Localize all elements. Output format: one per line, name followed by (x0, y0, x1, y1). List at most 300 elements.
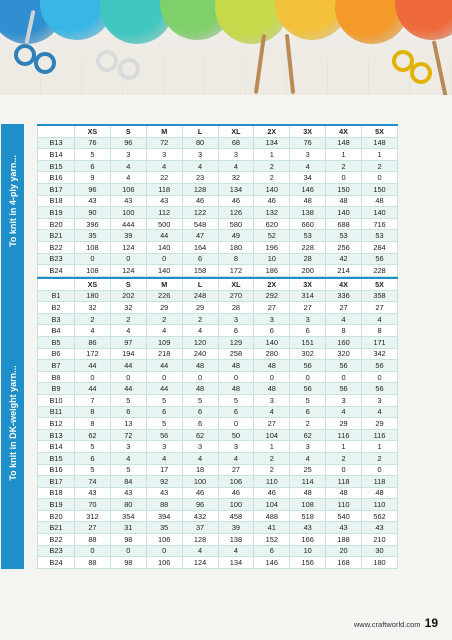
yarn-ball (395, 0, 452, 40)
table-cell: 88 (75, 534, 111, 546)
table-cell: 202 (110, 290, 146, 302)
table-cell: 100 (218, 499, 254, 511)
table-cell: 48 (218, 360, 254, 372)
table-cell: 124 (182, 557, 218, 569)
row-label: B2 (38, 302, 75, 314)
row-label: B18 (38, 195, 75, 207)
table-cell: 53 (362, 230, 398, 242)
table-row (38, 418, 398, 430)
size-header: XL (218, 278, 254, 290)
table-cell: 5 (75, 441, 111, 453)
table-cell: 0 (110, 545, 146, 557)
table-cell: 25 (290, 464, 326, 476)
table-cell: 0 (218, 418, 254, 430)
row-label: B14 (38, 149, 75, 161)
table-cell: 62 (290, 429, 326, 441)
table-cell: 106 (110, 183, 146, 195)
table-cell: 5 (182, 394, 218, 406)
table-cell: 3 (290, 149, 326, 161)
table-cell: 10 (290, 545, 326, 557)
table-cell: 152 (254, 534, 290, 546)
table-cell: 44 (75, 383, 111, 395)
table-cell: 2 (254, 464, 290, 476)
table-cell: 6 (254, 325, 290, 337)
table-cell: 500 (146, 218, 182, 230)
table-cell: 32 (75, 302, 111, 314)
table-cell: 4 (182, 325, 218, 337)
table-cell: 56 (362, 360, 398, 372)
table-cell: 118 (146, 183, 182, 195)
table-cell: 4 (146, 325, 182, 337)
table-cell: 44 (110, 360, 146, 372)
table-cell: 42 (326, 253, 362, 265)
table-cell: 160 (326, 336, 362, 348)
table-cell: 4 (110, 452, 146, 464)
table-cell: 4 (182, 545, 218, 557)
table-cell: 29 (362, 418, 398, 430)
table-cell: 22 (146, 172, 182, 184)
table-cell: 34 (290, 172, 326, 184)
table-cell: 4 (218, 545, 254, 557)
table-cell: 548 (182, 218, 218, 230)
table-cell: 186 (254, 265, 290, 277)
table-cell: 46 (254, 195, 290, 207)
table-cell: 146 (290, 183, 326, 195)
row-label: B9 (38, 383, 75, 395)
table-cell: 76 (75, 137, 111, 149)
table-row (38, 394, 398, 406)
size-header: M (146, 125, 182, 137)
table-cell: 6 (75, 160, 111, 172)
table-title-bar (1, 277, 24, 569)
table-cell: 0 (254, 371, 290, 383)
table-cell: 156 (290, 557, 326, 569)
table-cell: 80 (182, 137, 218, 149)
table-cell: 37 (182, 522, 218, 534)
table-cell: 80 (110, 499, 146, 511)
table-cell: 3 (218, 149, 254, 161)
table-dk-block (7, 277, 398, 569)
table-cell: 48 (182, 360, 218, 372)
table-cell: 4 (110, 160, 146, 172)
table-cell: 4 (218, 160, 254, 172)
table-cell: 172 (75, 348, 111, 360)
table-cell: 6 (218, 406, 254, 418)
table-cell: 116 (362, 429, 398, 441)
table-cell: 53 (326, 230, 362, 242)
table-cell: 48 (254, 383, 290, 395)
table-cell: 2 (326, 160, 362, 172)
table-cell: 3 (254, 313, 290, 325)
table-cell: 118 (326, 476, 362, 488)
row-label: B22 (38, 241, 75, 253)
table-cell: 1 (326, 441, 362, 453)
table-cell: 280 (254, 348, 290, 360)
table-cell: 228 (290, 241, 326, 253)
table-cell: 106 (218, 476, 254, 488)
row-label: B21 (38, 230, 75, 242)
row-label: B11 (38, 406, 75, 418)
table-cell: 358 (362, 290, 398, 302)
table-cell: 56 (326, 360, 362, 372)
size-header: 3X (290, 125, 326, 137)
wood-background (0, 60, 452, 95)
table-cell: 128 (182, 534, 218, 546)
table-cell: 76 (290, 137, 326, 149)
table-cell: 48 (362, 487, 398, 499)
table-cell: 46 (182, 487, 218, 499)
table-cell: 48 (326, 487, 362, 499)
table-cell: 228 (362, 265, 398, 277)
table-cell: 140 (326, 207, 362, 219)
table-cell: 3 (218, 441, 254, 453)
table-cell: 5 (110, 464, 146, 476)
table-cell: 129 (218, 336, 254, 348)
table-cell: 2 (254, 172, 290, 184)
table-cell: 72 (146, 137, 182, 149)
row-label: B24 (38, 265, 75, 277)
size-header: XL (218, 125, 254, 137)
table-cell: 226 (146, 290, 182, 302)
table-cell: 562 (362, 510, 398, 522)
size-header: XS (75, 125, 111, 137)
table-cell: 43 (110, 487, 146, 499)
table-cell: 1 (362, 149, 398, 161)
table-cell: 8 (75, 406, 111, 418)
table-cell: 48 (290, 195, 326, 207)
size-header: XS (75, 278, 111, 290)
table-cell: 32 (110, 302, 146, 314)
table-cell: 74 (75, 476, 111, 488)
table-cell: 110 (362, 499, 398, 511)
table-title-bar (1, 124, 24, 277)
table-cell: 46 (218, 195, 254, 207)
table-cell: 2 (254, 452, 290, 464)
table-cell: 84 (110, 476, 146, 488)
table-cell: 4 (290, 160, 326, 172)
table-cell: 56 (290, 360, 326, 372)
table-cell: 27 (290, 302, 326, 314)
table-cell: 48 (182, 383, 218, 395)
table-cell: 4 (75, 325, 111, 337)
table-cell: 3 (182, 441, 218, 453)
table-row (38, 218, 398, 230)
table-cell: 0 (218, 371, 254, 383)
table-cell: 44 (146, 230, 182, 242)
table-cell: 44 (146, 383, 182, 395)
table-cell: 354 (110, 510, 146, 522)
table-cell: 240 (182, 348, 218, 360)
table-cell: 3 (218, 313, 254, 325)
table-cell: 109 (146, 336, 182, 348)
table-cell: 126 (218, 207, 254, 219)
table-cell: 118 (362, 476, 398, 488)
table-cell: 140 (362, 207, 398, 219)
table-cell: 41 (254, 522, 290, 534)
row-label: B13 (38, 137, 75, 149)
table-cell: 48 (218, 383, 254, 395)
table-cell: 7 (75, 394, 111, 406)
table-cell: 43 (290, 522, 326, 534)
page-number: 19 (424, 616, 438, 630)
table-row (38, 325, 398, 337)
table-cell: 188 (326, 534, 362, 546)
table-cell: 0 (326, 172, 362, 184)
table-4ply-block (7, 124, 398, 277)
table-cell: 256 (326, 241, 362, 253)
table-cell: 29 (182, 302, 218, 314)
table-cell: 2 (182, 313, 218, 325)
table-cell: 218 (146, 348, 182, 360)
table-cell: 6 (290, 406, 326, 418)
table-cell: 2 (254, 160, 290, 172)
size-header: 5X (362, 278, 398, 290)
table-cell: 3 (326, 394, 362, 406)
row-label: B4 (38, 325, 75, 337)
table-cell: 62 (182, 429, 218, 441)
scissors-grey-handle (96, 50, 118, 72)
table-cell: 0 (146, 253, 182, 265)
table-cell: 88 (75, 557, 111, 569)
table-cell: 35 (146, 522, 182, 534)
table-row (38, 441, 398, 453)
table-cell: 2 (362, 160, 398, 172)
table-cell: 6 (254, 545, 290, 557)
table-cell: 9 (75, 172, 111, 184)
table-cell: 43 (146, 487, 182, 499)
table-cell: 8 (326, 325, 362, 337)
table-cell: 43 (110, 195, 146, 207)
table-cell: 302 (290, 348, 326, 360)
table-row (38, 452, 398, 464)
table-row (38, 195, 398, 207)
table-cell: 124 (110, 265, 146, 277)
table-cell: 70 (75, 499, 111, 511)
table-cell: 2 (146, 313, 182, 325)
table-cell: 120 (182, 336, 218, 348)
website-link[interactable]: www.craftworld.com (353, 620, 421, 629)
row-label: B14 (38, 441, 75, 453)
table-cell: 270 (218, 290, 254, 302)
table-cell: 0 (146, 545, 182, 557)
table-cell: 164 (182, 241, 218, 253)
table-cell: 4 (182, 160, 218, 172)
table-cell: 17 (146, 464, 182, 476)
size-header: S (110, 125, 146, 137)
table-cell: 0 (326, 464, 362, 476)
table-cell: 336 (326, 290, 362, 302)
header-row (38, 125, 398, 137)
table-cell: 100 (182, 476, 218, 488)
table-cell: 46 (218, 487, 254, 499)
table-cell: 146 (254, 557, 290, 569)
table-cell: 27 (362, 302, 398, 314)
row-label: B15 (38, 452, 75, 464)
table-title: To knit in DK-weight yarn... (7, 365, 18, 481)
table-row (38, 230, 398, 242)
table-cell: 4 (362, 406, 398, 418)
row-label: B23 (38, 253, 75, 265)
table-cell: 4 (110, 172, 146, 184)
table-cell: 158 (182, 265, 218, 277)
table-cell: 166 (290, 534, 326, 546)
table-cell: 140 (146, 265, 182, 277)
table-cell: 580 (218, 218, 254, 230)
scissors-handle-left (14, 44, 36, 66)
table-row (38, 149, 398, 161)
table-cell: 43 (362, 522, 398, 534)
table-cell: 134 (254, 137, 290, 149)
row-label: B12 (38, 418, 75, 430)
table-cell: 2 (75, 313, 111, 325)
table-row (38, 348, 398, 360)
table-cell: 0 (362, 371, 398, 383)
table-cell: 90 (75, 207, 111, 219)
table-cell: 20 (326, 545, 362, 557)
table-cell: 62 (75, 429, 111, 441)
table-cell: 5 (75, 464, 111, 476)
table-cell: 56 (290, 383, 326, 395)
table-cell: 518 (290, 510, 326, 522)
table-cell: 3 (146, 149, 182, 161)
table-cell: 688 (326, 218, 362, 230)
row-label: B20 (38, 218, 75, 230)
table-cell: 28 (290, 253, 326, 265)
size-header: 4X (326, 278, 362, 290)
table-cell: 6 (290, 325, 326, 337)
size-header: L (182, 278, 218, 290)
table-cell: 43 (75, 487, 111, 499)
table-row (38, 487, 398, 499)
table-row (38, 534, 398, 546)
table-row (38, 383, 398, 395)
header-row (38, 278, 398, 290)
table-cell: 27 (254, 418, 290, 430)
table-row (38, 499, 398, 511)
table-cell: 138 (218, 534, 254, 546)
table-row (38, 406, 398, 418)
scissors-yellow-handle-2 (410, 62, 432, 84)
table-cell: 1 (254, 149, 290, 161)
table-row (38, 545, 398, 557)
size-header: 2X (254, 125, 290, 137)
table-cell: 56 (362, 253, 398, 265)
table-row (38, 253, 398, 265)
header-corner (38, 278, 75, 290)
table-cell: 3 (110, 441, 146, 453)
table-cell: 48 (254, 360, 290, 372)
table-cell: 148 (326, 137, 362, 149)
table-cell: 172 (218, 265, 254, 277)
row-label: B21 (38, 522, 75, 534)
row-label: B13 (38, 429, 75, 441)
table-cell: 27 (326, 302, 362, 314)
table-cell: 4 (254, 406, 290, 418)
table-cell: 3 (290, 441, 326, 453)
table-cell: 10 (254, 253, 290, 265)
table-cell: 44 (75, 360, 111, 372)
table-cell: 540 (326, 510, 362, 522)
table-cell: 180 (218, 241, 254, 253)
table-cell: 29 (326, 418, 362, 430)
table-cell: 1 (362, 441, 398, 453)
table-cell: 8 (218, 253, 254, 265)
row-label: B10 (38, 394, 75, 406)
table-cell: 8 (362, 325, 398, 337)
table-cell: 122 (182, 207, 218, 219)
row-label: B22 (38, 534, 75, 546)
table-cell: 171 (362, 336, 398, 348)
table-cell: 292 (254, 290, 290, 302)
table-cell: 96 (182, 499, 218, 511)
table-cell: 46 (254, 487, 290, 499)
table-cell: 180 (362, 557, 398, 569)
table-cell: 2 (290, 418, 326, 430)
row-label: B19 (38, 499, 75, 511)
table-cell: 314 (290, 290, 326, 302)
table-cell: 6 (182, 406, 218, 418)
table-cell: 98 (110, 557, 146, 569)
table-cell: 114 (290, 476, 326, 488)
table-cell: 4 (326, 313, 362, 325)
table-cell: 53 (290, 230, 326, 242)
table-cell: 140 (254, 183, 290, 195)
table-cell: 48 (326, 195, 362, 207)
table-cell: 106 (146, 534, 182, 546)
table-cell: 44 (110, 383, 146, 395)
row-label: B3 (38, 313, 75, 325)
table-cell: 4 (218, 452, 254, 464)
table-cell: 4 (182, 452, 218, 464)
table-row (38, 313, 398, 325)
table-cell: 342 (362, 348, 398, 360)
table-cell: 2 (110, 313, 146, 325)
table-title: To knit in 4-ply yarn... (7, 154, 18, 247)
table-cell: 432 (182, 510, 218, 522)
table-cell: 43 (75, 195, 111, 207)
table-cell: 112 (146, 207, 182, 219)
table-cell: 660 (290, 218, 326, 230)
table-cell: 56 (146, 429, 182, 441)
scissors-grey-handle-2 (118, 58, 140, 80)
table-cell: 72 (110, 429, 146, 441)
table-cell: 194 (110, 348, 146, 360)
table-cell: 2 (362, 452, 398, 464)
table-cell: 96 (75, 183, 111, 195)
table-cell: 92 (146, 476, 182, 488)
row-label: B1 (38, 290, 75, 302)
table-row (38, 265, 398, 277)
table-row (38, 429, 398, 441)
table-cell: 150 (362, 183, 398, 195)
table-cell: 134 (218, 183, 254, 195)
table-cell: 6 (110, 406, 146, 418)
table-cell: 27 (75, 522, 111, 534)
table-cell: 124 (110, 241, 146, 253)
table-cell: 444 (110, 218, 146, 230)
row-label: B16 (38, 464, 75, 476)
size-header: M (146, 278, 182, 290)
table-cell: 39 (110, 230, 146, 242)
table-cell: 4 (290, 452, 326, 464)
table-cell: 134 (218, 557, 254, 569)
table-row (38, 476, 398, 488)
header-corner (38, 125, 75, 137)
table-cell: 29 (146, 302, 182, 314)
table-cell: 50 (218, 429, 254, 441)
table-cell: 5 (146, 418, 182, 430)
table-cell: 116 (326, 429, 362, 441)
